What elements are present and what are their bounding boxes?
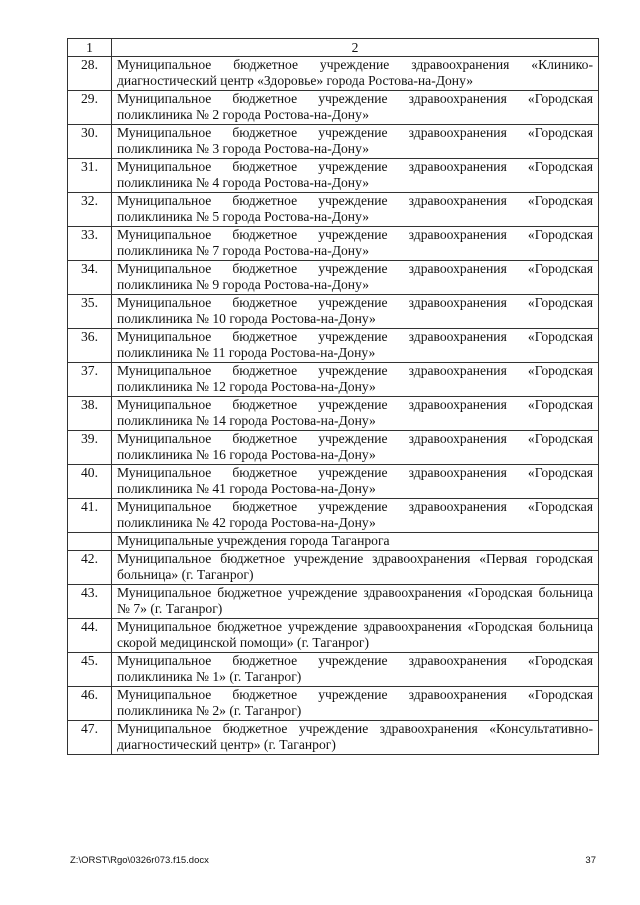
institution-name: Муниципальное бюджетное учреждение здравоохранения «Городская поликлиника № 9 города Ростова-на-Дону» <box>112 261 599 295</box>
group-title: Муниципальные учреждения города Таганрога <box>112 533 599 551</box>
institution-name: Муниципальное бюджетное учреждение здравоохранения «Клинико-диагностический центр «Здоровье» города Ростова-на-Дону» <box>112 57 599 91</box>
institution-name: Муниципальное бюджетное учреждение здравоохранения «Городская поликлиника № 12 города Ростова-на-Дону» <box>112 363 599 397</box>
institution-name: Муниципальное бюджетное учреждение здравоохранения «Городская поликлиника № 1» (г. Таганрог) <box>112 653 599 687</box>
table-row <box>68 551 599 585</box>
institutions-table <box>67 38 599 755</box>
institution-name: Муниципальное бюджетное учреждение здравоохранения «Городская поликлиника № 14 города Ростова-на-Дону» <box>112 397 599 431</box>
row-number: 41. <box>68 499 112 533</box>
row-number: 39. <box>68 431 112 465</box>
table-row <box>68 295 599 329</box>
table-row <box>68 57 599 91</box>
institution-name: Муниципальное бюджетное учреждение здравоохранения «Консультативно-диагностический центр» (г. Таганрог) <box>112 721 599 755</box>
row-number: 47. <box>68 721 112 755</box>
table-row <box>68 159 599 193</box>
row-number: 37. <box>68 363 112 397</box>
row-number: 45. <box>68 653 112 687</box>
institution-name: Муниципальное бюджетное учреждение здравоохранения «Городская поликлиника № 41 города Ростова-на-Дону» <box>112 465 599 499</box>
row-number: 35. <box>68 295 112 329</box>
row-number: 38. <box>68 397 112 431</box>
header-col-2: 2 <box>112 39 599 57</box>
table-row <box>68 619 599 653</box>
table-row <box>68 721 599 755</box>
institution-name: Муниципальное бюджетное учреждение здравоохранения «Городская поликлиника № 16 города Ростова-на-Дону» <box>112 431 599 465</box>
row-number <box>68 533 112 551</box>
header-col-1: 1 <box>68 39 112 57</box>
table-row <box>68 431 599 465</box>
row-number: 29. <box>68 91 112 125</box>
institution-name: Муниципальное бюджетное учреждение здравоохранения «Городская поликлиника № 42 города Ростова-на-Дону» <box>112 499 599 533</box>
row-number: 42. <box>68 551 112 585</box>
table-row <box>68 261 599 295</box>
table-group-row <box>68 533 599 551</box>
table-row <box>68 653 599 687</box>
table-row <box>68 687 599 721</box>
table-row <box>68 499 599 533</box>
table-header-row <box>68 39 599 57</box>
row-number: 46. <box>68 687 112 721</box>
table-row <box>68 465 599 499</box>
table-row <box>68 363 599 397</box>
row-number: 34. <box>68 261 112 295</box>
row-number: 40. <box>68 465 112 499</box>
table-row <box>68 397 599 431</box>
institution-name: Муниципальное бюджетное учреждение здравоохранения «Городская поликлиника № 7 города Ростова-на-Дону» <box>112 227 599 261</box>
table-row <box>68 227 599 261</box>
institution-name: Муниципальное бюджетное учреждение здравоохранения «Городская поликлиника № 11 города Ростова-на-Дону» <box>112 329 599 363</box>
institution-name: Муниципальное бюджетное учреждение здравоохранения «Городская поликлиника № 4 города Ростова-на-Дону» <box>112 159 599 193</box>
institution-name: Муниципальное бюджетное учреждение здравоохранения «Городская поликлиника № 2» (г. Таганрог) <box>112 687 599 721</box>
institution-name: Муниципальное бюджетное учреждение здравоохранения «Городская поликлиника № 2 города Ростова-на-Дону» <box>112 91 599 125</box>
row-number: 32. <box>68 193 112 227</box>
institution-name: Муниципальное бюджетное учреждение здравоохранения «Городская поликлиника № 3 города Ростова-на-Дону» <box>112 125 599 159</box>
table-row <box>68 91 599 125</box>
institution-name: Муниципальное бюджетное учреждение здравоохранения «Городская поликлиника № 5 города Ростова-на-Дону» <box>112 193 599 227</box>
table-row <box>68 193 599 227</box>
footer-page-number: 37 <box>585 855 596 866</box>
row-number: 43. <box>68 585 112 619</box>
table-row <box>68 585 599 619</box>
row-number: 31. <box>68 159 112 193</box>
row-number: 30. <box>68 125 112 159</box>
institution-name: Муниципальное бюджетное учреждение здравоохранения «Первая городская больница» (г. Таганрог) <box>112 551 599 585</box>
institution-name: Муниципальное бюджетное учреждение здравоохранения «Городская больница скорой медицинской помощи» (г. Таганрог) <box>112 619 599 653</box>
institution-name: Муниципальное бюджетное учреждение здравоохранения «Городская больница № 7» (г. Таганрог) <box>112 585 599 619</box>
row-number: 36. <box>68 329 112 363</box>
footer-file-path: Z:\ORST\Rgo\0326r073.f15.docx <box>70 855 209 866</box>
table-row <box>68 329 599 363</box>
row-number: 33. <box>68 227 112 261</box>
row-number: 44. <box>68 619 112 653</box>
table-row <box>68 125 599 159</box>
row-number: 28. <box>68 57 112 91</box>
institution-name: Муниципальное бюджетное учреждение здравоохранения «Городская поликлиника № 10 города Ростова-на-Дону» <box>112 295 599 329</box>
